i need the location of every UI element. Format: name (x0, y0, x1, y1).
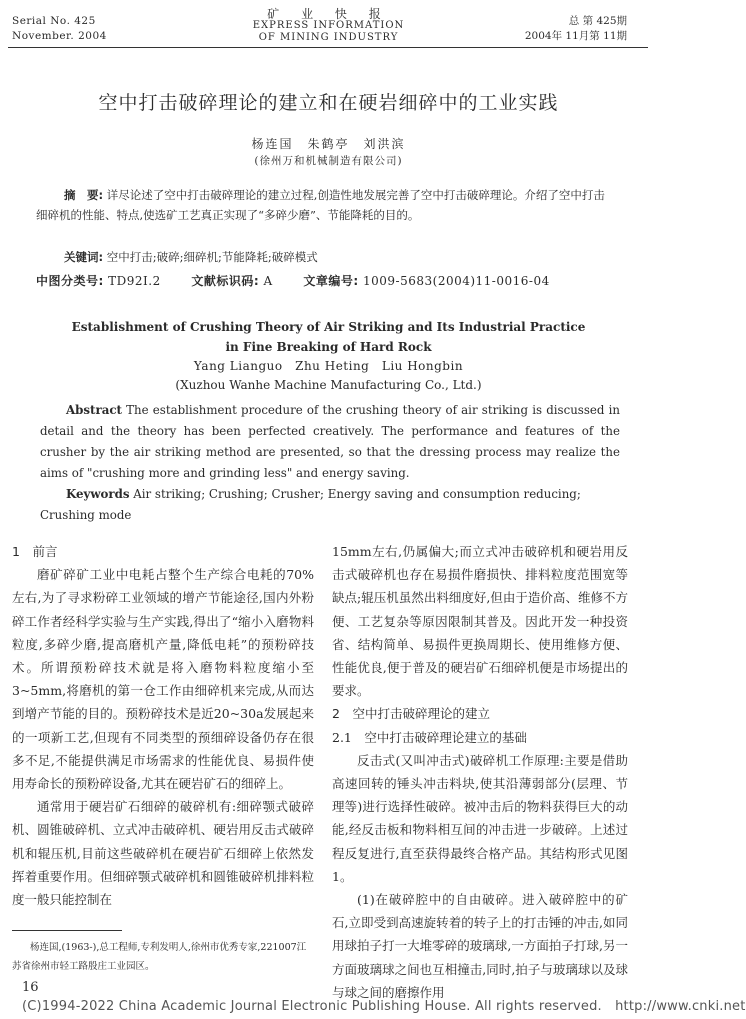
footnote-divider (12, 930, 122, 931)
body-column-right (332, 540, 628, 1004)
section-2-heading: 2 空中打击破碎理论的建立 (332, 706, 490, 722)
abstract-cn-label: 摘 要: (64, 188, 104, 202)
keywords-cn (64, 249, 624, 265)
abstract-cn (36, 185, 616, 225)
journal-name-en-line1: EXPRESS INFORMATION (252, 20, 405, 31)
body-paragraph: (1)在破碎腔中的自由破碎。进入破碎腔中的矿石,立即受到高速旋转着的转子上的打击锤的冲击,如同用球拍子打一大堆零碎的玻璃球,一方面拍子打球,另一方面玻璃球之间也互相撞击,同时,拍子与玻璃球以及球与球之间的磨擦作用 (332, 892, 628, 1000)
english-keywords-label: Keywords (66, 487, 130, 501)
classification-line (36, 272, 626, 289)
article-number-value: 1009-5683(2004)11-0016-04 (363, 274, 550, 288)
english-abstract-text: The establishment procedure of the crushing theory of air striking is discussed in detail and the theory has been perfected creatively. The performance and features of the crusher by the air striking method are presented, so that the dressing process may realize the aims of "crushing more and grinding less" and energy saving. (40, 403, 620, 480)
keywords-cn-text: 空中打击;破碎;细碎机;节能降耗;破碎模式 (106, 250, 318, 264)
english-abstract (40, 400, 620, 484)
english-keywords (40, 484, 620, 526)
issue-date-en: November. 2004 (12, 30, 107, 42)
copyright-notice: (C)1994-2022 China Academic Journal Electronic Publishing House. All rights reserved. http://www.cnki.net (22, 999, 746, 1014)
keywords-cn-label: 关键词: (64, 250, 104, 264)
author-footnote: 杨连国,(1963-),总工程师,专利发明人,徐州市优秀专家,221007江苏省徐州市轻工路殷庄工业园区。 (12, 942, 307, 972)
english-keywords-text: Air striking; Crushing; Crusher; Energy saving and consumption reducing; Crushing mode (40, 487, 581, 522)
body-paragraph: 磨矿碎矿工业中电耗占整个生产综合电耗的70%左右,为了寻求粉碎工业领域的增产节能途径,国内外粉碎工作者经科学实验与生产实践,得出了“缩小入磨物料粒度,多碎少磨,提高磨机产量,降低电耗”的预粉碎技术。所谓预粉碎技术就是将入磨物料粒度缩小至3~5mm,将磨机的第一仓工作由细碎机来完成,从而达到增产节能的目的。预粉碎技术是近20~30a发展起来的一项新工艺,但现有不同类型的预细碎设备仍存在很多不足,不能提供满足市场需求的性能优良、易损件使用寿命长的预粉碎设备,尤其在硬岩矿石的细碎上。 (12, 567, 314, 792)
english-title-line1: Establishment of Crushing Theory of Air Striking and Its Industrial Practice (71, 320, 586, 334)
body-column-left (12, 540, 314, 911)
journal-issue-block (525, 14, 627, 44)
page-number: 16 (22, 980, 39, 995)
body-paragraph: 15mm左右,仍属偏大;而立式冲击破碎机和硬岩用反击式破碎机也存在易损件磨损快、排料粒度范围宽等缺点;辊压机虽然出料细度好,但由于造价高、维修不方便、工艺复杂等原因限制其普及。因此开发一种投资省、结构简单、易损件更换周期长、使用维修方便、性能优良,便于普及的硬岩矿石细碎机便是市场提出的要求。 (332, 544, 628, 699)
journal-name-en-line2: OF MINING INDUSTRY (258, 32, 399, 43)
doc-code-label: 文献标识码: (191, 274, 260, 288)
clc-label: 中图分类号: (36, 274, 104, 288)
english-affiliation: (Xuzhou Wanhe Machine Manufacturing Co., Ltd.) (175, 378, 482, 392)
serial-number: Serial No. 425 (12, 15, 96, 27)
issue-date-cn: 2004年 11月第 11期 (524, 30, 627, 42)
total-issue-number: 总 第 425期 (568, 15, 627, 27)
section-2-1-heading: 2.1 空中打击破碎理论建立的基础 (332, 729, 527, 745)
header-divider (8, 47, 648, 48)
journal-name-cn: 矿 业 快 报 (267, 7, 390, 21)
author-affiliation: (徐州万和机械制造有限公司) (254, 155, 403, 167)
english-title-line2: in Fine Breaking of Hard Rock (225, 340, 432, 354)
paper-title: 空中打击破碎理论的建立和在硬岩细碎中的工业实践 (98, 92, 559, 114)
clc-value: TD92Ⅰ.2 (108, 274, 161, 288)
abstract-cn-text: 详尽论述了空中打击破碎理论的建立过程,创造性地发展完善了空中打击破碎理论。介绍了空中打击细碎机的性能、特点,使选矿工艺真正实现了“多碎少磨”、节能降耗的目的。 (36, 188, 605, 222)
english-authors: Yang Lianguo Zhu Heting Liu Hongbin (193, 359, 464, 373)
body-paragraph: 通常用于硬岩矿石细碎的破碎机有:细碎颚式破碎机、圆锥破碎机、立式冲击破碎机、硬岩用反击式破碎机和辊压机,目前这些破碎机在硬岩矿石细碎上依然发挥着重要作用。但细碎颚式破碎机和圆锥破碎机排料粒度一般只能控制在 (12, 799, 314, 908)
english-abstract-label: Abstract (66, 403, 122, 417)
article-number-label: 文章编号: (303, 274, 359, 288)
body-paragraph: 反击式(又叫冲击式)破碎机工作原理:主要是借助高速回转的锤头冲击料块,使其沿薄弱部分(层理、节理等)进行选择性破碎。被冲击后的物料获得巨大的动能,经反击板和物料相互间的冲击进一步破碎。上述过程反复进行,直至获得最终合格产品。其结构形式见图1。 (332, 752, 628, 884)
section-1-heading: 1 前言 (12, 544, 58, 559)
english-title (0, 317, 657, 357)
doc-code-value: A (263, 274, 273, 288)
author-list: 杨连国 朱鹤亭 刘洪滨 (251, 137, 406, 151)
